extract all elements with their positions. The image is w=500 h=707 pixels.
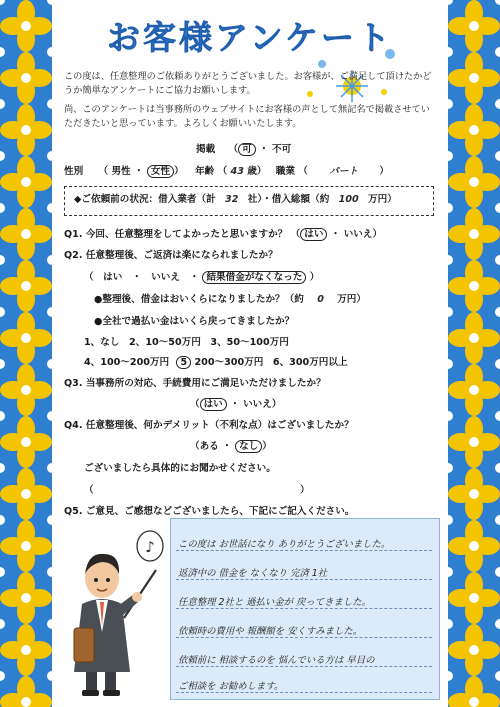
q2-refund-row-1: 1、なし 2、10～50万円 3、50～100万円 bbox=[84, 337, 289, 348]
intro-line-4: ただきたいと思っています。よろしくお願いいたします。 bbox=[64, 118, 302, 129]
q3-text: Q3. 当事務所の対応、手続費用にご満足いただけましたか？ bbox=[64, 378, 326, 389]
job-label: 職業 bbox=[275, 166, 295, 177]
q1-text: Q1. 今回、任意整理をしてよかったと思いますか？ bbox=[64, 229, 288, 240]
q2-refund-row-2: 4、100～200万円 5 200～300万円 6、300万円以上 bbox=[84, 357, 348, 368]
intro-line-2: うか簡単なアンケートにご協力お願いします。 bbox=[64, 85, 256, 96]
comment-line-2: 返済中の 借金を なくなり 完済 1社 bbox=[178, 568, 328, 579]
intro-line-1: この度は、任意整理のご依頼ありがとうございました。お客様が、ご満足して頂けたかど bbox=[64, 71, 432, 82]
gender-label: 性別 bbox=[64, 166, 84, 177]
comment-rule bbox=[176, 608, 432, 609]
comment-rule bbox=[176, 579, 432, 580]
comment-line-3: 任意整理 2社と 過払い金が 戻ってきました。 bbox=[178, 597, 372, 608]
comment-rule bbox=[176, 692, 432, 693]
q5-text: Q5. ご意見、ご感想などございましたら、下記にご記入ください。 bbox=[64, 506, 355, 517]
status-amount[interactable]: 100 bbox=[338, 194, 359, 205]
gender-male[interactable]: 男性 bbox=[111, 166, 131, 177]
q1-yes-selected[interactable]: はい bbox=[300, 228, 327, 241]
q4-options: （ある ・ なし ） bbox=[190, 441, 272, 452]
page-title bbox=[0, 14, 500, 60]
decorative-border-left bbox=[0, 0, 52, 707]
q4-detail-open: （ bbox=[84, 485, 94, 496]
age-value[interactable]: 43 bbox=[230, 166, 244, 177]
publish-consent: 掲載 （ 可 ・ 不可 bbox=[196, 144, 292, 155]
publish-yes-selected[interactable]: 可 bbox=[238, 143, 256, 156]
lawyer-illustration bbox=[58, 522, 170, 698]
age-label: 年齢 bbox=[195, 166, 215, 177]
publish-label: 掲載 bbox=[196, 144, 216, 155]
status-label: ◆ご依頼前の状況：借入業者（計 bbox=[74, 194, 216, 205]
comment-rule bbox=[176, 550, 432, 551]
comment-rule bbox=[176, 666, 432, 667]
q4-yes[interactable]: ある bbox=[199, 441, 219, 452]
comment-line-5: 依頼前に 相談するのを 悩んでいる方は 早目の bbox=[178, 655, 375, 666]
comment-line-6: ご相談を お勧めします。 bbox=[178, 681, 284, 692]
job-value[interactable]: パート bbox=[329, 166, 359, 177]
q2-sub1-value[interactable]: 0 bbox=[317, 294, 324, 305]
q3-no[interactable]: いいえ bbox=[243, 399, 272, 410]
profile-row: 性別 （ 男性 ・ 女性 ） 年齢 （ 43 歳） 職業 （ パート ） bbox=[64, 166, 389, 177]
q2-selected-option[interactable]: 結果借金がなくなった bbox=[202, 271, 306, 284]
q2-sub1-text: ●整理後、借金はおいくらになりましたか？（約 bbox=[94, 294, 304, 305]
q4-no-selected[interactable]: なし bbox=[235, 440, 262, 453]
svg-text:♪: ♪ bbox=[145, 538, 155, 556]
q2-text: Q2. 任意整理後、ご返済は楽になられましたか？ bbox=[64, 250, 278, 261]
decorative-border-right bbox=[448, 0, 500, 707]
q1-row: Q1. 今回、任意整理をしてよかったと思いますか？ （ はい ・ いいえ） bbox=[64, 229, 383, 240]
q4-detail-prompt: ございましたら具体的にお聞かせください。 bbox=[84, 463, 276, 474]
comment-line-1: この度は お世話になり ありがとうございました。 bbox=[178, 539, 391, 550]
gender-female-selected[interactable]: 女性 bbox=[147, 165, 174, 178]
q2-options: （ はい ・ いいえ ・ 結果借金がなくなった ） bbox=[84, 272, 320, 283]
q2-refund-selected[interactable]: 5 bbox=[176, 356, 191, 369]
publish-no[interactable]: 不可 bbox=[272, 144, 292, 155]
q3-options: （ はい ・ いいえ） bbox=[190, 399, 282, 410]
q4-text: Q4. 任意整理後、何かデメリット（不利な点）はございましたか？ bbox=[64, 420, 354, 431]
comment-line-4: 依頼時の費用や 報酬額を 安くすみました。 bbox=[178, 626, 363, 637]
intro-line-3: 尚、このアンケートは当事務所のウェブサイトにお客様の声として無記名で掲載させてい bbox=[64, 104, 430, 115]
q2-sub2-text: ●全社で過払い金はいくら戻ってきましたか？ bbox=[94, 316, 295, 327]
svg-text:お客様アンケート: お客様アンケート bbox=[106, 18, 394, 57]
q3-yes-selected[interactable]: はい bbox=[200, 398, 227, 411]
q2-sub1-row: ●整理後、借金はおいくらになりましたか？（約 0 万円） bbox=[94, 294, 366, 305]
q4-detail-close: ） bbox=[300, 485, 310, 496]
comment-rule bbox=[176, 637, 432, 638]
status-row: ◆ご依頼前の状況：借入業者（計 32 社）・借入総額（約 100 万円） bbox=[74, 194, 397, 205]
status-companies[interactable]: 32 bbox=[225, 194, 239, 205]
q1-no[interactable]: いいえ bbox=[343, 229, 373, 240]
